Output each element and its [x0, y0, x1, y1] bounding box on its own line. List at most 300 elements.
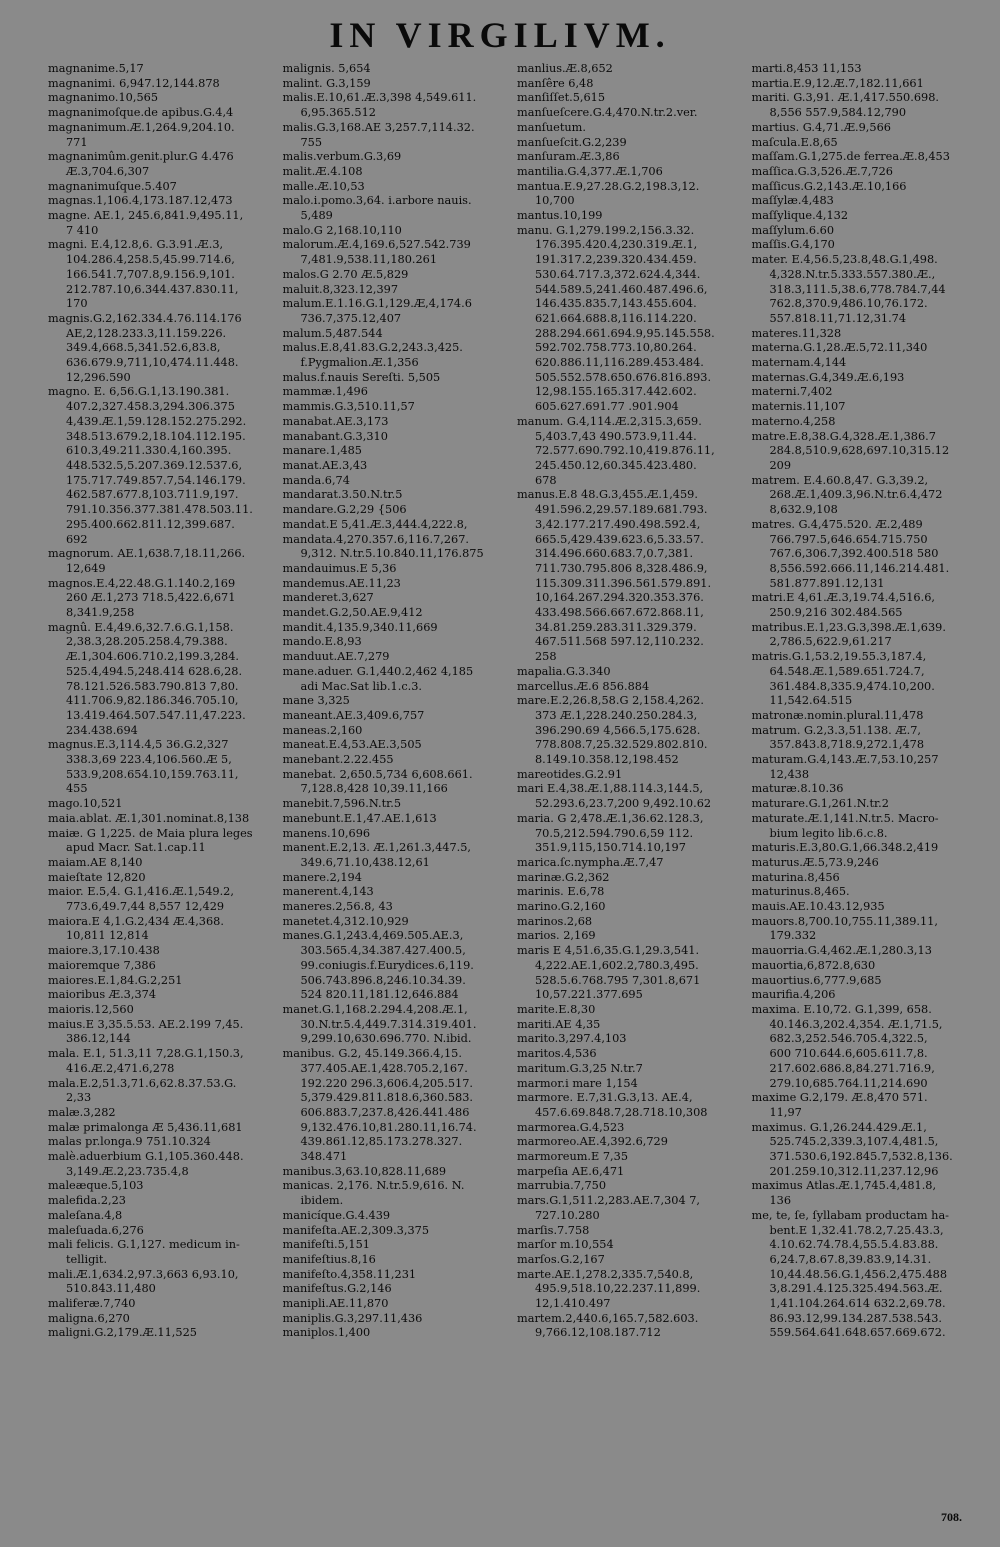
index-entry: maluit.8,323.12,397 — [282, 282, 399, 296]
index-entry: maiæ. G 1,225. de Maia plura leges — [48, 826, 253, 840]
index-entry: maturare.G.1,261.N.tr.2 — [751, 797, 889, 811]
index-entry: marcellus.Æ.6 856.884 — [517, 679, 650, 693]
index-entry: 64.548.Æ.1,589.651.724.7, — [769, 664, 925, 678]
index-entry: mauorria.G.4,462.Æ.1,280.3,13 — [751, 944, 932, 958]
index-entry: 5,403.7,43 490.573.9,11.44. — [535, 429, 697, 443]
index-entry: manifeſti.5,151 — [282, 1238, 370, 1252]
index-entry: marti.8,453 11,153 — [751, 62, 862, 75]
index-entry: 4,439.Æ.1,59.128.152.275.292. — [66, 414, 247, 428]
index-entry: 99.coniugis.f.Eurydices.6,119. — [300, 958, 474, 972]
index-entry: manifeſtius.8,16 — [282, 1252, 376, 1266]
index-entry: 455 — [66, 782, 88, 796]
index-entry: maſſylique.4,132 — [751, 209, 849, 223]
index-entry: maleæque.5,103 — [48, 1179, 144, 1193]
index-entry: marinis. E.6,78 — [517, 885, 605, 899]
index-entry: maternis.11,107 — [751, 400, 846, 414]
index-column-2 — [283, 62, 510, 1502]
index-entry: adi Mac.Sat lib.1.c.3. — [300, 679, 423, 693]
index-entry: 12,1.410.497 — [535, 1297, 611, 1311]
index-entry: 295.400.662.811.12,399.687. — [66, 517, 235, 531]
index-entry: matrem. E.4.60.8,47. G.3,39.2, — [751, 473, 929, 487]
index-entry: 357.843.8,718.9,272.1,478 — [769, 738, 925, 752]
index-entry: 467.511.568 597.12,110.232. — [535, 635, 704, 649]
index-entry: manat.AE.3,43 — [282, 458, 368, 472]
index-entry: malum.5,487.544 — [282, 326, 383, 340]
index-entry: marſos.G.2,167 — [517, 1252, 605, 1266]
index-entry: matres. G.4,475.520. Æ.2,489 — [751, 517, 923, 531]
index-entry: maioris.12,560 — [48, 1003, 134, 1016]
index-entry: 8,632.9,108 — [769, 503, 838, 517]
index-entry: 2,38.3,28.205.258.4,79.388. — [66, 635, 228, 649]
index-entry: 348.471 — [300, 1150, 348, 1164]
index-entry: 234.438.694 — [66, 723, 138, 737]
index-entry: 559.564.641.648.657.669.672. — [769, 1326, 946, 1340]
index-entry: malle.Æ.10,53 — [282, 179, 365, 193]
index-entry: ibidem. — [300, 1194, 344, 1208]
index-entry: mantilia.G.4,377.Æ.1,706 — [517, 164, 663, 178]
index-entry: maius.E 3,35.5.53. AE.2.199 7,45. — [48, 1017, 244, 1031]
index-entry: maurifia.4,206 — [751, 988, 836, 1002]
index-entry: 268.Æ.1,409.3,96.N.tr.6.4,472 — [769, 488, 943, 502]
index-entry: matre.E.8,38.G.4,328.Æ.1,386.7 — [751, 429, 936, 443]
index-entry: 146.435.835.7,143.455.604. — [535, 297, 697, 311]
index-entry: malus.E.8,41.83.G.2,243.3,425. — [282, 341, 463, 355]
index-entry: mandata.4,270.357.6,116.7,267. — [282, 532, 470, 546]
index-entry: malum.E.1.16.G.1,129.Æ,4,174.6 — [282, 297, 472, 311]
index-entry: 78.121.526.583.790.813 7,80. — [66, 679, 239, 693]
index-entry: 665.5,429.439.623.6,5.33.57. — [535, 532, 704, 546]
index-entry: maritum.G.3,25 N.tr.7 — [517, 1061, 643, 1075]
index-entry: 338.3,69 223.4,106.560.Æ 5, — [66, 753, 232, 767]
index-entry: mando.E.8,93 — [282, 635, 362, 649]
index-entry: malint. G.3,159 — [282, 76, 371, 90]
index-entry: 10,164.267.294.320.353.376. — [535, 591, 704, 605]
index-entry: magnis.G.2,162.334.4.76.114.176 — [48, 311, 242, 325]
index-entry: maximus Atlas.Æ.1,745.4,481.8, — [751, 1179, 937, 1193]
index-entry: maia.ablat. Æ.1,301.nominat.8,138 — [48, 811, 250, 825]
index-entry: 303.565.4,34.387.427.400.5, — [300, 944, 466, 958]
index-entry: malè.aduerbium G.1,105.360.448. — [48, 1150, 244, 1164]
index-entry: manu. G.1,279.199.2,156.3.32. — [517, 223, 695, 237]
index-entry: maternam.4,144 — [751, 356, 847, 370]
index-entry: 491.596.2,29.57.189.681.793. — [535, 503, 708, 517]
index-entry: marios. 2,169 — [517, 929, 596, 943]
index-entry: magnanime.5,17 — [48, 62, 144, 75]
index-entry: 6,95.365.512 — [300, 106, 376, 120]
index-entry: 8,556.592.666.11,146.214.481. — [769, 561, 950, 575]
index-entry: 70.5,212.594.790.6,59 112. — [535, 826, 694, 840]
index-entry: 250.9,216 302.484.565 — [769, 606, 903, 620]
index-entry: manlius.Æ.8,652 — [517, 62, 613, 75]
index-entry: 10,811 12,814 — [66, 929, 149, 943]
index-entry: martem.2,440.6,165.7,582.603. — [517, 1311, 699, 1325]
index-entry: 524 820.11,181.12,646.884 — [300, 988, 459, 1002]
index-column-1 — [48, 62, 275, 1502]
index-entry: mali felicis. G.1,127. medicum in- — [48, 1238, 240, 1252]
index-entry: 11,542.64.515 — [769, 694, 853, 708]
index-entry: manibus.3,63.10,828.11,689 — [282, 1164, 447, 1178]
index-entry: 581.877.891.12,131 — [769, 576, 885, 590]
index-entry: magno. E. 6,56.G.1,13.190.381. — [48, 385, 230, 399]
index-entry: 620.886.11,116.289.453.484. — [535, 356, 704, 370]
index-entry: 13.419.464.507.547.11,47.223. — [66, 708, 246, 722]
index-entry: marmoreum.E 7,35 — [517, 1150, 629, 1164]
index-entry: 528.5.6.768.795 7,301.8,671 — [535, 973, 701, 987]
index-entry: mauors.8,700.10,755.11,389.11, — [751, 914, 938, 928]
index-entry: manus.E.8 48.G.3,455.Æ.1,459. — [517, 488, 698, 502]
index-entry: 284.8,510.9,628,697.10,315.12 — [769, 444, 950, 458]
index-entry: marinæ.G.2,362 — [517, 870, 610, 884]
index-entry: maior. E.5,4. G.1,416.Æ.1,549.2, — [48, 885, 234, 899]
index-entry: 7,481.9,538.11,180.261 — [300, 253, 438, 267]
index-entry: maxima. E.10,72. G.1,399, 658. — [751, 1003, 932, 1016]
index-entry: apud Macr. Sat.1.cap.11 — [66, 841, 206, 855]
index-entry: mammis.G.3,510.11,57 — [282, 400, 415, 414]
index-entry: 600 710.644.6,605.611.7,8. — [769, 1047, 928, 1061]
index-entry: maſſica.G.3,526.Æ.7,726 — [751, 164, 893, 178]
index-entry: mandauimus.E 5,36 — [282, 561, 397, 575]
index-entry: manabat.AE.3,173 — [282, 414, 389, 428]
index-entry: 2,786.5,622.9,61.217 — [769, 635, 892, 649]
index-entry: 34.81.259.283.311.329.379. — [535, 620, 697, 634]
index-entry: marinos.2,68 — [517, 914, 593, 928]
index-entry: mandare.G.2,29 {506 — [282, 503, 407, 517]
page-number: 708. — [941, 1510, 962, 1524]
index-entry: 5,379.429.811.818.6,360.583. — [300, 1091, 473, 1105]
index-entry: mandit.4,135.9,340.11,669 — [282, 620, 438, 634]
index-entry: 11,97 — [769, 1105, 802, 1119]
index-entry: 6,24.7,8.67.8,39.83.9,14.31. — [769, 1252, 932, 1266]
index-entry: mali.Æ.1,634.2,97.3,663 6,93.10, — [48, 1267, 239, 1281]
index-entry: 592.702.758.773.10,80.264. — [535, 341, 697, 355]
index-entry: marmor.i mare 1,154 — [517, 1076, 638, 1090]
index-entry: 433.498.566.667.672.868.11, — [535, 606, 704, 620]
index-entry: mala. E.1, 51.3,11 7,28.G.1,150.3, — [48, 1047, 244, 1061]
index-entry: manifeſto.4,358.11,231 — [282, 1267, 417, 1281]
index-entry: 767.6,306.7,392.400.518 580 — [769, 547, 939, 561]
index-entry: Æ.3,704.6,307 — [66, 164, 150, 178]
index-entry: malefida.2,23 — [48, 1194, 126, 1208]
index-entry: malit.Æ.4.108 — [282, 164, 363, 178]
index-entry: 606.883.7,237.8,426.441.486 — [300, 1105, 470, 1119]
index-entry: 30.N.tr.5.4,449.7.314.319.401. — [300, 1017, 477, 1031]
index-entry: 349.4,668.5,341.52.6,83.8, — [66, 341, 221, 355]
index-entry: magne. AE.1, 245.6,841.9,495.11, — [48, 209, 244, 223]
index-entry: marite.E.8,30 — [517, 1003, 596, 1016]
index-entry: 636.679.9,711,10,474.11.448. — [66, 356, 239, 370]
index-entry: 1,41.104.264.614 632.2,69.78. — [769, 1297, 946, 1311]
index-entry: malis.G.3,168.AE 3,257.7,114.32. — [282, 120, 475, 134]
index-entry: 8.149.10.358.12,198.452 — [535, 753, 679, 767]
index-entry: 8,556 557.9,584.12,790 — [769, 106, 907, 120]
index-entry: 678 — [535, 473, 557, 487]
index-entry: 791.10.356.377.381.478.503.11. — [66, 503, 253, 517]
index-entry: maiora.E 4,1.G.2,434 Æ.4,368. — [48, 914, 224, 928]
index-entry: 621.664.688.8,116.114.220. — [535, 311, 697, 325]
index-entry: manibus. G.2, 45.149.366.4,15. — [282, 1047, 462, 1061]
index-entry: mala.E.2,51.3,71.6,62.8.37.53.G. — [48, 1076, 237, 1090]
index-entry: mareotides.G.2.91 — [517, 767, 623, 781]
index-entry: magnos.E.4,22.48.G.1.140.2,169 — [48, 576, 236, 590]
index-entry: 12,438 — [769, 767, 810, 781]
index-entry: martius. G.4,71.Æ.9,566 — [751, 120, 891, 134]
index-entry: 544.589.5,241.460.487.496.6, — [535, 282, 708, 296]
index-entry: manerent.4,143 — [282, 885, 374, 899]
index-entry: 771 — [66, 135, 88, 149]
index-entry: 201.259.10,312.11,237.12,96 — [769, 1164, 939, 1178]
index-entry: manſiſſet.5,615 — [517, 91, 606, 105]
index-entry: maniplis.G.3,297.11,436 — [282, 1311, 423, 1325]
index-entry: mane 3,325 — [282, 694, 350, 708]
index-entry: 348.513.679.2,18.104.112.195. — [66, 429, 246, 443]
index-entry: manſuram.Æ.3,86 — [517, 150, 620, 164]
index-entry: bium legito lib.6.c.8. — [769, 826, 888, 840]
index-entry: 9,132.476.10,81.280.11,16.74. — [300, 1120, 477, 1134]
index-entry: maris E 4,51.6,35.G.1,29.3,541. — [517, 944, 700, 958]
index-entry: 9,312. N.tr.5.10.840.11,176.875 — [300, 547, 484, 561]
index-entry: maſſam.G.1,275.de ferrea.Æ.8,453 — [751, 150, 950, 164]
index-entry: 3,149.Æ.2,23.735.4,8 — [66, 1164, 189, 1178]
index-entry: marte.AE.1,278.2,335.7,540.8, — [517, 1267, 694, 1281]
index-entry: telligit. — [66, 1252, 108, 1266]
index-entry: 462.587.677.8,103.711.9,197. — [66, 488, 239, 502]
index-entry: mars.G.1,511.2,283.AE.7,304 7, — [517, 1194, 701, 1208]
index-entry: mago.10,521 — [48, 797, 123, 811]
index-entry: magnanimûm.genit.plur.G 4.476 — [48, 150, 234, 164]
index-entry: manebant.2.22.455 — [282, 753, 394, 767]
index-entry: mammæ.1,496 — [282, 385, 368, 399]
index-entry: manderet.3,627 — [282, 591, 374, 605]
index-entry: 711.730.795.806 8,328.486.9, — [535, 561, 708, 575]
index-entry: maturus.Æ.5,73.9,246 — [751, 855, 879, 869]
index-entry: maieſtate 12,820 — [48, 870, 146, 884]
index-entry: malis.E.10,61.Æ.3,398 4,549.611. — [282, 91, 477, 105]
index-entry: manebat. 2,650.5,734 6,608.661. — [282, 767, 473, 781]
index-entry: marmorea.G.4,523 — [517, 1120, 625, 1134]
index-entry: manabant.G.3,310 — [282, 429, 388, 443]
index-entry: 755 — [300, 135, 323, 149]
index-entry: marrubia.7,750 — [517, 1179, 607, 1193]
index-entry: 727.10.280 — [535, 1208, 600, 1222]
index-entry: maleſuada.6,276 — [48, 1223, 144, 1237]
index-entry: manduut.AE.7,279 — [282, 650, 390, 664]
index-entry: 762.8,370.9,486.10,76.172. — [769, 297, 928, 311]
index-entry: bent.E 1,32.41.78.2,7.25.43.3, — [769, 1223, 944, 1237]
index-entry: maternas.G.4,349.Æ.6,193 — [751, 370, 905, 384]
index-entry: 386.12,144 — [66, 1032, 131, 1046]
index-entry: mater. E.4,56.5,23.8,48.G.1,498. — [751, 253, 938, 267]
index-entry: maiam.AE 8,140 — [48, 855, 143, 869]
index-entry: malæ.3,282 — [48, 1105, 116, 1119]
index-columns — [48, 62, 978, 1502]
index-entry: 349.6,71.10,438.12,61 — [300, 855, 430, 869]
index-entry: malo.i.pomo.3,64. i.arbore nauis. — [282, 194, 472, 208]
index-entry: malis.verbum.G.3,69 — [282, 150, 402, 164]
index-column-4 — [752, 62, 979, 1502]
index-entry: 258 — [535, 650, 557, 664]
index-entry: 115.309.311.396.561.579.891. — [535, 576, 712, 590]
index-entry: manſuetum. — [517, 120, 586, 134]
index-entry: 439.861.12,85.173.278.327. — [300, 1135, 463, 1149]
index-entry: 209 — [769, 458, 792, 472]
index-entry: marmore. E.7,31.G.3,13. AE.4, — [517, 1091, 693, 1105]
index-entry: 279.10,685.764.11,214.690 — [769, 1076, 928, 1090]
index-entry: maſſicus.G.2,143.Æ.10,166 — [751, 179, 907, 193]
index-entry: 12,98.155.165.317.442.602. — [535, 385, 697, 399]
index-entry: 525.4,494.5,248.414 628.6,28. — [66, 664, 243, 678]
index-entry: manebunt.E.1,47.AE.1,613 — [282, 811, 437, 825]
index-entry: 411.706.9,82.186.346.705.10, — [66, 694, 239, 708]
index-entry: 166.541.7,707.8,9.156.9,101. — [66, 267, 235, 281]
index-entry: 505.552.578.650.676.816.893. — [535, 370, 712, 384]
index-entry: mauortius.6,777.9,685 — [751, 973, 882, 987]
index-entry: malos.G 2.70 Æ.5,829 — [282, 267, 409, 281]
index-entry: 192.220 296.3,606.4,205.517. — [300, 1076, 473, 1090]
index-entry: malus.f.nauis Sereſti. 5,505 — [282, 370, 441, 384]
index-entry: 373 Æ.1,228.240.250.284.3, — [535, 708, 698, 722]
index-entry: 212.787.10,6.344.437.830.11, — [66, 282, 239, 296]
index-entry: 10,57.221.377.695 — [535, 988, 643, 1002]
index-entry: 245.450.12,60.345.423.480. — [535, 458, 697, 472]
index-entry: martia.E.9,12.Æ.7,182.11,661 — [751, 76, 924, 90]
index-entry: maritos.4,536 — [517, 1047, 597, 1061]
index-entry: matronæ.nomin.plural.11,478 — [751, 708, 924, 722]
index-entry: 104.286.4,258.5,45.99.714.6, — [66, 253, 235, 267]
index-entry: manipli.AE.11,870 — [282, 1297, 389, 1311]
index-entry: mandemus.AE.11,23 — [282, 576, 401, 590]
index-entry: 361.484.8,335.9,474.10,200. — [769, 679, 935, 693]
index-entry: manetet.4,312.10,929 — [282, 914, 409, 928]
index-entry: maneres.2,56.8, 43 — [282, 900, 393, 914]
index-entry: 9,766.12,108.187.712 — [535, 1326, 661, 1340]
index-entry: mandat.E 5,41.Æ.3,444.4,222.8, — [282, 517, 468, 531]
index-entry: malæ primalonga Æ 5,436.11,681 — [48, 1120, 243, 1134]
index-entry: maiore.3,17.10.438 — [48, 944, 160, 958]
index-entry: 533.9,208.654.10,159.763.11, — [66, 767, 239, 781]
index-entry: maioribus Æ.3,374 — [48, 988, 157, 1002]
index-entry: mandet.G.2,50.AE.9,412 — [282, 606, 423, 620]
index-entry: maliferæ.7,740 — [48, 1297, 136, 1311]
index-entry: 314.496.660.683.7,0.7,381. — [535, 547, 694, 561]
index-entry: maturate.Æ.1,141.N.tr.5. Macro- — [751, 811, 939, 825]
index-entry: matris.G.1,53.2,19.55.3,187.4, — [751, 650, 927, 664]
index-entry: matribus.E.1,23.G.3,398.Æ.1,639. — [751, 620, 946, 634]
index-entry: 692 — [66, 532, 88, 546]
index-entry: maſcula.E.8,65 — [751, 135, 838, 149]
index-entry: manifeſtus.G.2,146 — [282, 1282, 392, 1296]
index-entry: mariti. G.3,91. Æ.1,417.550.698. — [751, 91, 939, 105]
index-entry: maneas.2,160 — [282, 723, 363, 737]
index-entry: manens.10,696 — [282, 826, 371, 840]
index-entry: malignis. 5,654 — [282, 62, 371, 75]
index-entry: 610.3,49.211.330.4,160.395. — [66, 444, 232, 458]
index-entry: 377.405.AE.1,428.705.2,167. — [300, 1061, 468, 1075]
index-entry: 495.9,518.10,22.237.11,899. — [535, 1282, 701, 1296]
index-entry: magnus.E.3,114.4,5 36.G.2,327 — [48, 738, 229, 752]
index-entry: maſſylum.6.60 — [751, 223, 835, 237]
running-head: IN VIRGILIVM. — [329, 15, 671, 55]
index-entry: marpeſia AE.6,471 — [517, 1164, 625, 1178]
index-entry: maturinus.8,465. — [751, 885, 850, 899]
index-entry: 525.745.2,339.3,107.4,481.5, — [769, 1135, 939, 1149]
index-entry: maneat.E.4,53.AE.3,505 — [282, 738, 422, 752]
index-entry: 510.843.11,480 — [66, 1282, 156, 1296]
index-entry: maximus. G.1,26.244.429.Æ.1, — [751, 1120, 927, 1134]
index-entry: 682.3,252.546.705.4,322.5, — [769, 1032, 928, 1046]
index-entry: materes.11,328 — [751, 326, 842, 340]
index-entry: maleſana.4,8 — [48, 1208, 123, 1222]
index-entry: maligni.G.2,179.Æ.11,525 — [48, 1326, 197, 1340]
index-entry: 530.64.717.3,372.624.4,344. — [535, 267, 701, 281]
index-entry: mantua.E.9,27.28.G.2,198.3,12. — [517, 179, 700, 193]
index-entry: malas pr.longa.9 751.10.324 — [48, 1135, 211, 1149]
index-entry: maſſis.G.4,170 — [751, 238, 835, 252]
index-entry: 7 410 — [66, 223, 99, 237]
index-entry: maiores.E.1,84.G.2,251 — [48, 973, 183, 987]
index-entry: 457.6.69.848.7,28.718.10,308 — [535, 1105, 708, 1119]
index-entry: manebit.7,596.N.tr.5 — [282, 797, 402, 811]
index-entry: 170 — [66, 297, 88, 311]
index-entry: 773.6,49.7,44 8,557 12,429 — [66, 900, 225, 914]
index-entry: maneant.AE.3,409.6,757 — [282, 708, 425, 722]
index-entry: 2,33 — [66, 1091, 92, 1105]
index-entry: maligna.6,270 — [48, 1311, 130, 1325]
index-entry: Æ.1,304.606.710.2,199.3,284. — [66, 650, 240, 664]
index-entry: manet.G.1,168.2.294.4,208.Æ.1, — [282, 1003, 468, 1016]
index-entry: 10,700 — [535, 194, 575, 208]
index-entry: marino.G.2,160 — [517, 900, 606, 914]
index-entry: marſor m.10,554 — [517, 1238, 614, 1252]
index-entry: magnas.1,106.4,173.187.12,473 — [48, 194, 233, 208]
index-entry: 3,42.177.217.490.498.592.4, — [535, 517, 701, 531]
index-entry: 12,296.590 — [66, 370, 131, 384]
index-entry: mane.aduer. G.1,440.2,462 4,185 — [282, 664, 474, 678]
index-entry: 416.Æ.2,471.6,278 — [66, 1061, 175, 1075]
index-entry: malo.G 2,168.10,110 — [282, 223, 402, 237]
index-entry: manifeſta.AE.2,309.3,375 — [282, 1223, 430, 1237]
index-entry: magnû. E.4,49.6,32.7.6.G.1,158. — [48, 620, 234, 634]
index-entry: malorum.Æ.4,169.6,527.542.739 — [282, 238, 471, 252]
index-entry: mauortia,6,872.8,630 — [751, 958, 876, 972]
index-entry: 778.808.7,25.32.529.802.810. — [535, 738, 708, 752]
index-entry: me, te, ſe, ſyllabam productam ha- — [751, 1208, 950, 1222]
index-entry: 288.294.661.694.9,95.145.558. — [535, 326, 715, 340]
index-entry: 9,299.10,630.696.770. N.ibid. — [300, 1032, 472, 1046]
index-entry: magnanimum.Æ.1,264.9,204.10. — [48, 120, 235, 134]
index-entry: 10,44.48.56.G.1,456.2,475.488 — [769, 1267, 948, 1281]
index-entry: 52.293.6,23.7,200 9,492.10.62 — [535, 797, 712, 811]
index-entry: manes.G.1,243.4,469.505.AE.3, — [282, 929, 464, 943]
index-entry: 407.2,327.458.3,294.306.375 — [66, 400, 235, 414]
index-entry: marito.3,297.4,103 — [517, 1032, 627, 1046]
index-entry: magnanimuſque.5.407 — [48, 179, 177, 193]
index-entry: materno.4,258 — [751, 414, 836, 428]
index-entry: 12,649 — [66, 561, 106, 575]
index-entry: 7,128.8,428 10,39.11,166 — [300, 782, 448, 796]
index-entry: 736.7,375.12,407 — [300, 311, 402, 325]
index-entry: mauis.AE.10.43.12,935 — [751, 900, 885, 914]
index-entry: 351.9,115,150.714.10,197 — [535, 841, 686, 855]
index-entry: 766.797.5,646.654.715.750 — [769, 532, 928, 546]
index-entry: matrum. G.2,3.3,51.138. Æ.7, — [751, 723, 921, 737]
index-entry: 557.818.11,71.12,31.74 — [769, 311, 907, 325]
index-entry: mandarat.3.50.N.tr.5 — [282, 488, 403, 502]
index-entry: 8,341.9,258 — [66, 606, 135, 620]
index-entry: 217.602.686.8,84.271.716.9, — [769, 1061, 935, 1075]
index-entry: 605.627.691.77 .901.904 — [535, 400, 679, 414]
index-entry: manare.1,485 — [282, 444, 362, 458]
index-entry: 40.146.3,202.4,354. Æ.1,71.5, — [769, 1017, 943, 1031]
